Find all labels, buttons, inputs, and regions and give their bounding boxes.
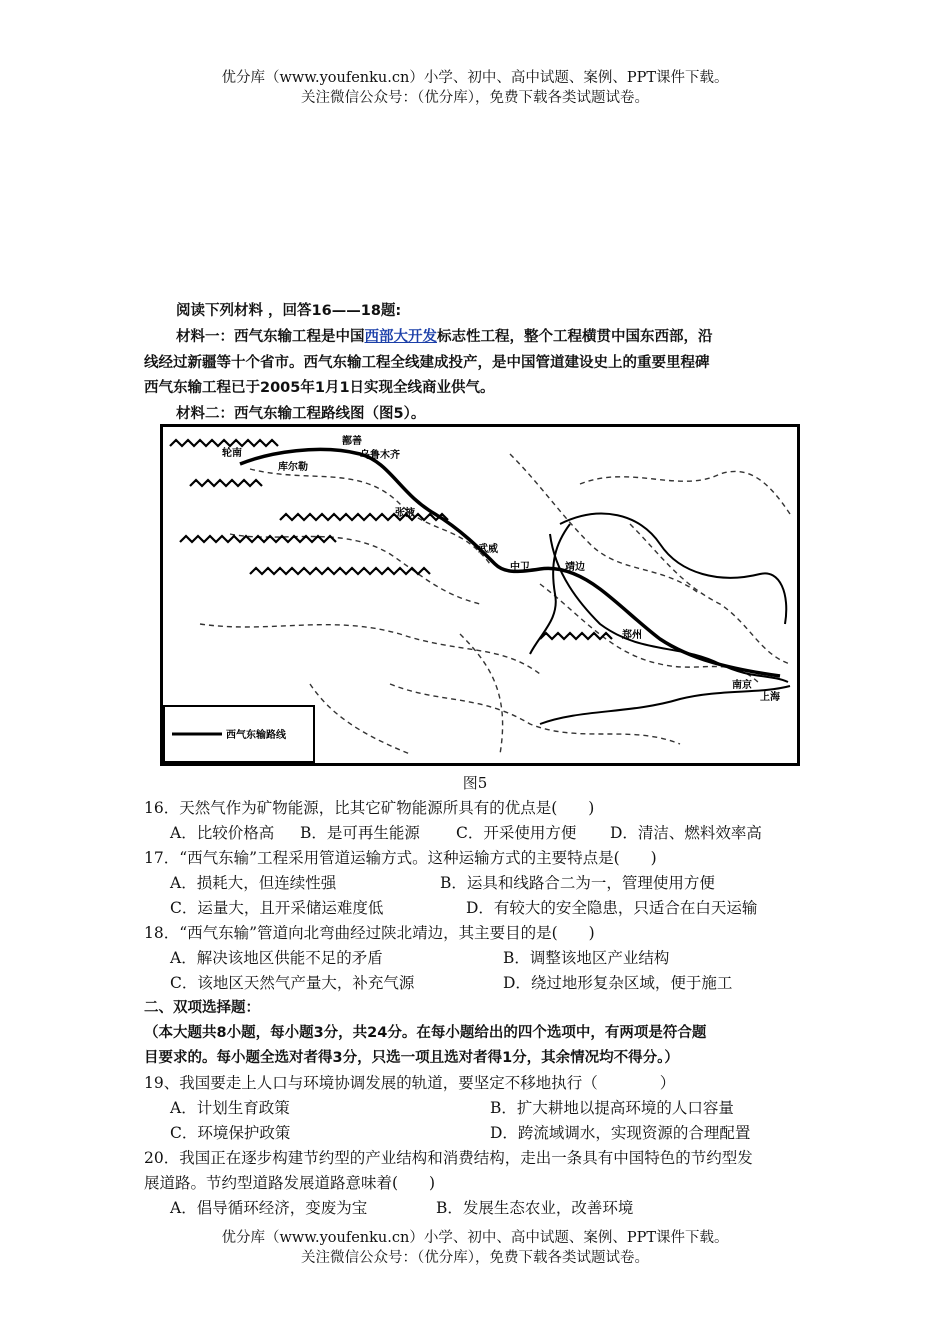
- footer-line-2: 关注微信公众号：（优分库），免费下载各类试题试卷。: [301, 1250, 649, 1266]
- section-2-title: 二、双项选择题：: [144, 1000, 260, 1016]
- city-label: 中卫: [510, 562, 530, 573]
- city-label: 乌鲁木齐: [360, 450, 400, 461]
- xibu-dakaifa-link[interactable]: 西部大开发: [364, 329, 437, 345]
- q19-option-b: B．扩大耕地以提高环境的人口容量: [490, 1099, 734, 1117]
- city-label: 南京: [732, 680, 752, 691]
- map-legend: [164, 706, 314, 762]
- city-label: 武威: [478, 544, 498, 555]
- q20-option-a: A．倡导循环经济，变废为宝: [170, 1199, 368, 1217]
- material2-text: 材料二：西气东输工程路线图（图5）。: [176, 406, 426, 422]
- question-19-stem: 19、我国要走上人口与环境协调发展的轨道，要坚定不移地执行（ ）: [144, 1074, 676, 1092]
- q17-option-d: D．有较大的安全隐患，只适合在白天运输: [466, 899, 758, 917]
- question-20-stem-1: 20．我国正在逐步构建节约型的产业结构和消费结构，走出一条具有中国特色的节约型发: [144, 1149, 753, 1167]
- legend-label: 西气东输路线: [226, 730, 286, 741]
- question-17-stem: 17．“西气东输”工程采用管道运输方式。这种运输方式的主要特点是( ): [144, 849, 657, 867]
- header-line-1: 优分库（www.youfenku.cn）小学、初中、高中试题、案例、PPT课件下载。: [221, 70, 729, 86]
- city-label: 郑州: [622, 630, 642, 641]
- q19-option-d: D．跨流域调水，实现资源的合理配置: [490, 1124, 751, 1142]
- question-16-stem: 16．天然气作为矿物能源，比其它矿物能源所具有的优点是( ): [144, 799, 595, 817]
- q19-option-c: C．环境保护政策: [170, 1124, 291, 1142]
- q18-option-a: A．解决该地区供能不足的矛盾: [170, 949, 383, 967]
- question-20-stem-2: 展道路。节约型道路发展道路意味着( ): [144, 1174, 436, 1192]
- city-label: 张掖: [395, 508, 415, 519]
- q18-option-d: D．绕过地形复杂区域，便于施工: [503, 974, 733, 992]
- pipeline-route-map: [160, 424, 800, 766]
- material1-prefix: 材料一：西气东输工程是中国: [176, 329, 365, 345]
- q17-option-b: B．运具和线路合二为一，管理使用方便: [440, 874, 715, 892]
- footer-line-1: 优分库（www.youfenku.cn）小学、初中、高中试题、案例、PPT课件下载。: [221, 1230, 729, 1246]
- q18-option-c: C．该地区天然气产量大，补充气源: [170, 974, 415, 992]
- material1-line2: 线经过新疆等十个省市。西气东输工程全线建成投产，是中国管道建设史上的重要里程碑: [144, 355, 710, 371]
- question-18-stem: 18．“西气东输”管道向北弯曲经过陕北靖边，其主要目的是( ): [144, 924, 595, 942]
- q16-option-c: C．开采使用方便: [456, 824, 577, 842]
- intro-text: 阅读下列材料 ，回答16——18题:: [176, 303, 402, 319]
- header-line-2: 关注微信公众号：（优分库），免费下载各类试题试卷。: [301, 90, 649, 106]
- q18-option-b: B．调整该地区产业结构: [503, 949, 670, 967]
- material1-suffix: 标志性工程，整个工程横贯中国东西部，沿: [437, 329, 713, 345]
- q16-option-a: A．比较价格高: [170, 824, 275, 842]
- q19-option-a: A．计划生育政策: [170, 1099, 290, 1117]
- figure-caption: 图5: [462, 774, 488, 792]
- q20-option-b: B．发展生态农业，改善环境: [436, 1199, 634, 1217]
- material1-line3: 西气东输工程已于2005年1月1日实现全线商业供气。: [144, 380, 495, 396]
- city-label: 靖边: [565, 562, 585, 573]
- q17-option-c: C．运量大，且开采储运难度低: [170, 899, 384, 917]
- material1-line1: [176, 326, 713, 348]
- section-2-instructions-2: 目要求的。每小题全选对者得3分，只选一项且选对者得1分，其余情况均不得分。）: [144, 1050, 679, 1066]
- city-label: 鄯善: [342, 436, 362, 447]
- city-label: 上海: [760, 692, 780, 703]
- city-label: 库尔勒: [278, 462, 308, 473]
- q17-option-a: A．损耗大，但连续性强: [170, 874, 337, 892]
- q16-option-b: B．是可再生能源: [300, 824, 420, 842]
- city-label: 轮南: [222, 448, 242, 459]
- q16-option-d: D．清洁、燃料效率高: [610, 824, 762, 842]
- section-2-instructions-1: （本大题共8小题，每小题3分，共24分。在每小题给出的四个选项中，有两项是符合题: [144, 1025, 707, 1041]
